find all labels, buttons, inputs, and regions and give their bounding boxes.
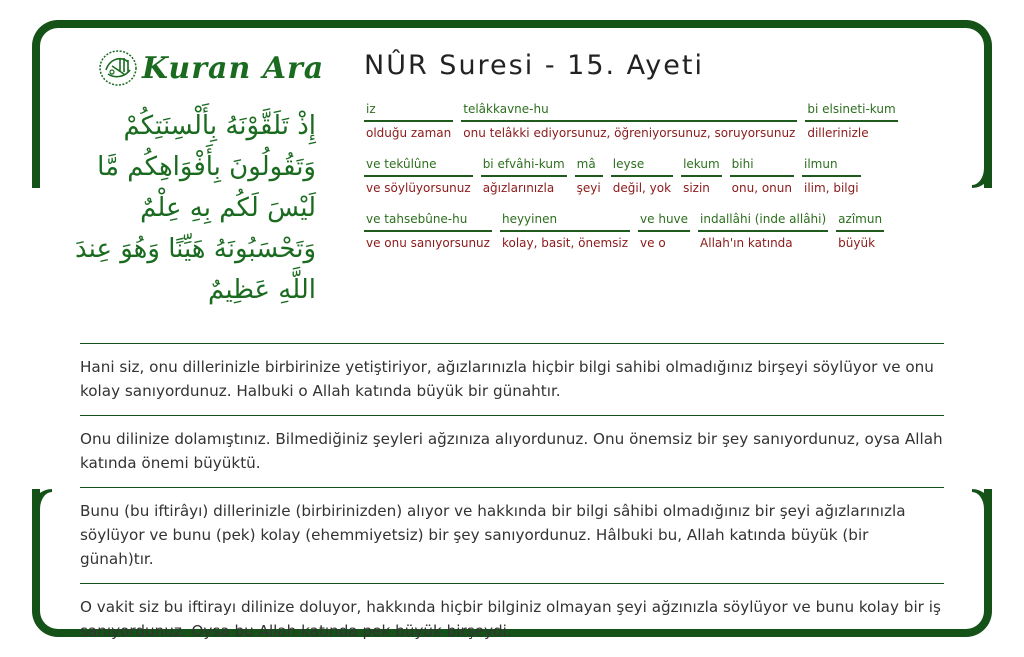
word-item[interactable] bbox=[364, 212, 492, 250]
word-transliteration: azîmun bbox=[836, 212, 884, 232]
arabic-line: لَيْسَ لَكُم بِهِ عِلْمٌ bbox=[140, 193, 316, 223]
word-transliteration: telâkkavne-hu bbox=[461, 102, 797, 122]
arabic-verse-text bbox=[66, 106, 316, 311]
word-transliteration: indallâhi (inde allâhi) bbox=[698, 212, 828, 232]
word-transliteration: lekum bbox=[681, 157, 722, 177]
word-item[interactable] bbox=[681, 157, 722, 195]
word-transliteration: bi elsineti-kum bbox=[805, 102, 897, 122]
word-meaning: dillerinizle bbox=[807, 126, 869, 140]
frame-curl-right bbox=[972, 162, 992, 188]
word-item[interactable] bbox=[481, 157, 567, 195]
site-logo[interactable] bbox=[98, 47, 324, 89]
word-item[interactable] bbox=[638, 212, 690, 250]
word-transliteration: heyyinen bbox=[500, 212, 630, 232]
word-item[interactable] bbox=[500, 212, 630, 250]
translation-item: O vakit siz bu iftirayı dilinize doluyor, hakkında hiçbir bilginiz olmayan şeyi ağzınızla söylüyor ve bunu kolay bir iş sanıyordunuz. Oysa bu Allah katında pek büyük birşeydi. bbox=[80, 583, 944, 655]
arabic-line: وَتَحْسَبُونَهُ هَيِّنًا وَهُوَ عِندَ bbox=[74, 234, 316, 264]
arabic-line: اللَّهِ عَظِيمٌ bbox=[208, 275, 316, 305]
translations-list bbox=[80, 343, 944, 655]
word-transliteration: leyse bbox=[611, 157, 673, 177]
frame-curl-left bbox=[32, 489, 52, 515]
logo-text: Kuran Ara bbox=[142, 50, 325, 86]
word-row bbox=[364, 102, 964, 140]
word-transliteration: bi efvâhi-kum bbox=[481, 157, 567, 177]
word-meaning: sizin bbox=[683, 181, 710, 195]
word-meaning: onu telâkki ediyorsunuz, öğreniyorsunuz, soruyorsunuz bbox=[463, 126, 796, 140]
word-meaning: ilim, bilgi bbox=[804, 181, 859, 195]
word-item[interactable] bbox=[805, 102, 897, 140]
word-transliteration: mâ bbox=[575, 157, 603, 177]
word-transliteration: ve tekûlûne bbox=[364, 157, 473, 177]
word-transliteration: iz bbox=[364, 102, 453, 122]
word-transliteration: ve huve bbox=[638, 212, 690, 232]
word-meaning: kolay, basit, önemsiz bbox=[501, 236, 629, 250]
word-meaning: şeyi bbox=[576, 181, 601, 195]
frame-curl-right bbox=[972, 489, 992, 515]
quran-calligraphy-emblem-icon bbox=[98, 48, 138, 88]
word-item[interactable] bbox=[364, 157, 473, 195]
page-title: NÛR Suresi - 15. Ayeti bbox=[364, 50, 704, 81]
arabic-line: إِذْ تَلَقَّوْنَهُ بِأَلْسِنَتِكُمْ bbox=[123, 111, 316, 141]
word-meaning: değil, yok bbox=[612, 181, 672, 195]
word-item[interactable] bbox=[461, 102, 797, 140]
word-item[interactable] bbox=[698, 212, 828, 250]
word-meaning: ve söylüyorsunuz bbox=[366, 181, 471, 195]
translation-item: Hani siz, onu dillerinizle birbirinize yetiştiriyor, ağızlarınızla hiçbir bilgi sahibi olmadığınız birşeyi söylüyor ve onu kolay sanıyordunuz. Halbuki o Allah katında büyük bir günahtır. bbox=[80, 343, 944, 415]
word-item[interactable] bbox=[575, 157, 603, 195]
word-meaning: onu, onun bbox=[731, 181, 792, 195]
word-meaning: olduğu zaman bbox=[366, 126, 452, 140]
word-meaning: büyük bbox=[838, 236, 876, 250]
arabic-line: وَتَقُولُونَ بِأَفْوَاهِكُم مَّا bbox=[97, 152, 316, 182]
frame-curl-left bbox=[32, 162, 52, 188]
word-transliteration: ilmun bbox=[802, 157, 861, 177]
word-meaning: ağızlarınızla bbox=[482, 181, 555, 195]
word-item[interactable] bbox=[611, 157, 673, 195]
word-meaning: Allah'ın katında bbox=[700, 236, 793, 250]
word-item[interactable] bbox=[836, 212, 884, 250]
word-meaning: ve o bbox=[640, 236, 666, 250]
word-meaning: ve onu sanıyorsunuz bbox=[366, 236, 490, 250]
word-transliteration: ve tahsebûne-hu bbox=[364, 212, 492, 232]
word-by-word-grid bbox=[364, 102, 964, 267]
translation-item: Bunu (bu iftirâyı) dillerinizle (birbirinizden) alıyor ve hakkında bir bilgi sâhibi olmadığınız bir şeyi ağızlarınızla söylüyor ve bunu (pek) kolay (ehemmiyetsiz) bir şey sanıyordunuz. Hâlbuki bu, Allah katında büyük (bir günah)tır. bbox=[80, 487, 944, 583]
translation-item: Onu dilinize dolamıştınız. Bilmediğiniz şeyleri ağzınıza alıyordunuz. Onu önemsiz bir şey sanıyordunuz, oysa Allah katında önemi büyüktü. bbox=[80, 415, 944, 487]
word-item[interactable] bbox=[364, 102, 453, 140]
word-item[interactable] bbox=[802, 157, 861, 195]
word-transliteration: bihi bbox=[730, 157, 794, 177]
word-row bbox=[364, 157, 964, 195]
word-row bbox=[364, 212, 964, 250]
word-item[interactable] bbox=[730, 157, 794, 195]
